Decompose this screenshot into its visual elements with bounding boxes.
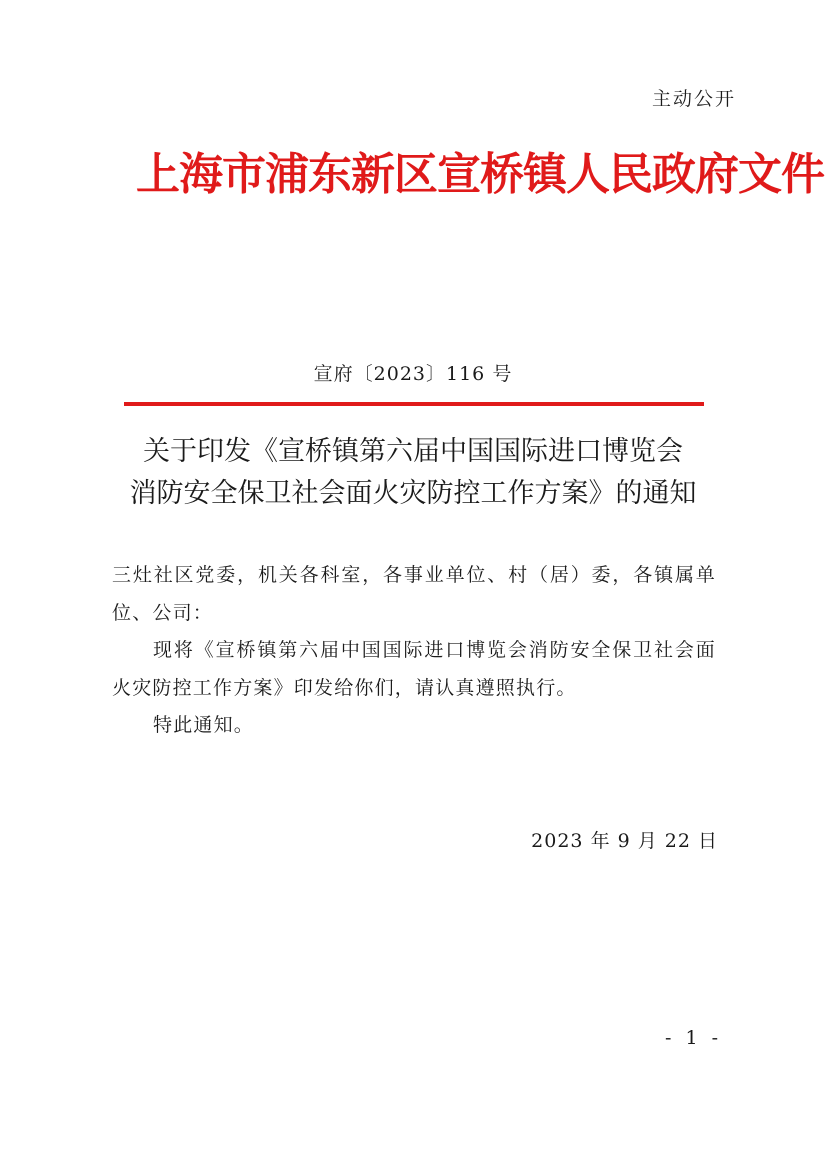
closing-paragraph: 特此通知。 — [153, 714, 255, 736]
title-line-2: 消防安全保卫社会面火灾防控工作方案》的通知 — [129, 478, 697, 509]
disclosure-label: 主动公开 — [651, 88, 736, 110]
issue-date: 2023 年 9 月 22 日 — [531, 830, 718, 852]
issuer-header: 上海市浦东新区宣桥镇人民政府文件 — [136, 149, 824, 200]
document-title — [60, 431, 766, 515]
document-number: 宣府〔2023〕116 号 — [313, 363, 513, 385]
addressee: 三灶社区党委，机关各科室，各事业单位、村（居）委，各镇属单位、公司： — [112, 564, 716, 624]
red-divider — [124, 402, 704, 406]
title-line-1: 关于印发《宣桥镇第六届中国国际进口博览会 — [143, 436, 683, 467]
body-paragraph: 现将《宣桥镇第六届中国国际进口博览会消防安全保卫社会面火灾防控工作方案》印发给你们，请认真遵照执行。 — [112, 639, 716, 699]
page-number: - 1 - — [664, 1027, 722, 1049]
